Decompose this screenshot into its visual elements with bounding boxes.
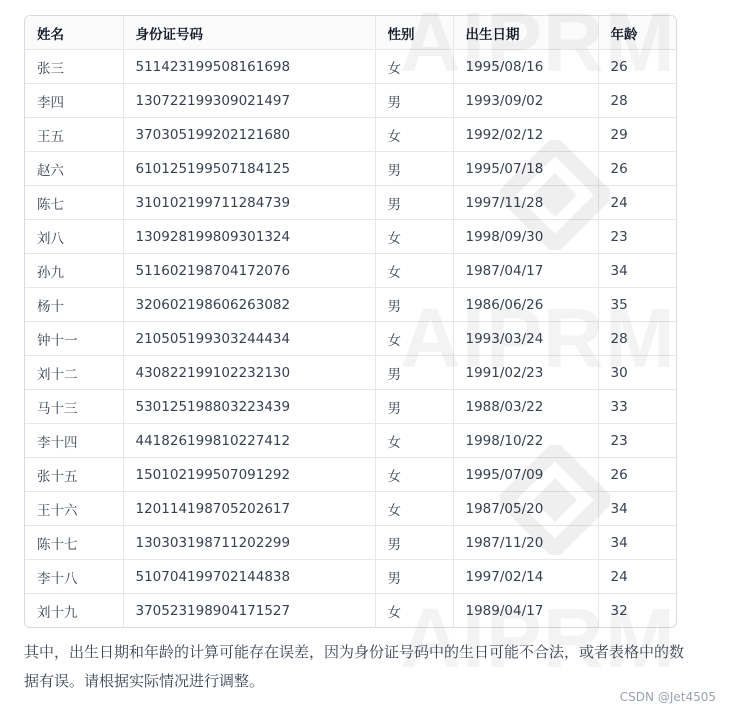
table-row bbox=[25, 492, 676, 526]
cell-id-number: 430822199102232130 bbox=[123, 356, 375, 390]
cell-name: 李十八 bbox=[25, 560, 123, 594]
cell-name: 赵六 bbox=[25, 152, 123, 186]
id-info-table bbox=[25, 16, 676, 627]
cell-birth-date: 1995/07/18 bbox=[453, 152, 598, 186]
cell-id-number: 120114198705202617 bbox=[123, 492, 375, 526]
cell-gender: 女 bbox=[375, 254, 453, 288]
cell-name: 陈十七 bbox=[25, 526, 123, 560]
cell-birth-date: 1986/06/26 bbox=[453, 288, 598, 322]
table-row bbox=[25, 254, 676, 288]
source-credit: CSDN @Jet4505 bbox=[619, 690, 716, 704]
cell-name: 王五 bbox=[25, 118, 123, 152]
cell-id-number: 610125199507184125 bbox=[123, 152, 375, 186]
cell-birth-date: 1995/08/16 bbox=[453, 50, 598, 84]
cell-gender: 男 bbox=[375, 526, 453, 560]
cell-name: 钟十一 bbox=[25, 322, 123, 356]
cell-id-number: 510704199702144838 bbox=[123, 560, 375, 594]
cell-gender: 男 bbox=[375, 560, 453, 594]
cell-id-number: 320602198606263082 bbox=[123, 288, 375, 322]
table-row bbox=[25, 390, 676, 424]
cell-birth-date: 1995/07/09 bbox=[453, 458, 598, 492]
explanation-note: 其中，出生日期和年龄的计算可能存在误差，因为身份证号码中的生日可能不合法，或者表格中的数据有误。请根据实际情况进行调整。 bbox=[24, 643, 685, 690]
cell-name: 张十五 bbox=[25, 458, 123, 492]
cell-age: 23 bbox=[598, 220, 676, 254]
cell-gender: 女 bbox=[375, 220, 453, 254]
cell-gender: 女 bbox=[375, 424, 453, 458]
cell-name: 杨十 bbox=[25, 288, 123, 322]
cell-gender: 女 bbox=[375, 50, 453, 84]
cell-birth-date: 1993/09/02 bbox=[453, 84, 598, 118]
cell-age: 26 bbox=[598, 458, 676, 492]
cell-id-number: 210505199303244434 bbox=[123, 322, 375, 356]
cell-age: 26 bbox=[598, 50, 676, 84]
table-row bbox=[25, 288, 676, 322]
header-name: 姓名 bbox=[25, 16, 123, 50]
header-gender: 性别 bbox=[375, 16, 453, 50]
cell-age: 32 bbox=[610, 602, 628, 619]
cell-id-number: 370305199202121680 bbox=[123, 118, 375, 152]
table-row bbox=[25, 356, 676, 390]
header-birth-date: 出生日期 bbox=[453, 16, 598, 50]
cell-birth-date: 1987/11/20 bbox=[453, 526, 598, 560]
cell-gender: 女 bbox=[375, 594, 453, 628]
table-row bbox=[25, 186, 676, 220]
cell-age: 33 bbox=[598, 390, 676, 424]
cell-id-number: 511602198704172076 bbox=[123, 254, 375, 288]
cell-age: 26 bbox=[598, 152, 676, 186]
cell-name: 张三 bbox=[25, 50, 123, 84]
table-header-row bbox=[25, 16, 676, 50]
cell-id-number: 441826199810227412 bbox=[123, 424, 375, 458]
cell-name: 陈七 bbox=[25, 186, 123, 220]
table-row bbox=[25, 560, 676, 594]
cell-id-number: 130303198711202299 bbox=[123, 526, 375, 560]
cell-age: 35 bbox=[598, 288, 676, 322]
table-row bbox=[25, 220, 676, 254]
cell-gender: 男 bbox=[375, 390, 453, 424]
table-row bbox=[25, 50, 676, 84]
cell-id-number: 310102199711284739 bbox=[123, 186, 375, 220]
cell-gender: 男 bbox=[375, 186, 453, 220]
table-row bbox=[25, 526, 676, 560]
cell-age: 23 bbox=[598, 424, 676, 458]
cell-id-number: 511423199508161698 bbox=[123, 50, 375, 84]
table-row bbox=[25, 594, 676, 628]
cell-birth-date: 1988/03/22 bbox=[453, 390, 598, 424]
cell-birth-date: 1989/04/17 bbox=[453, 594, 598, 628]
header-age: 年龄 bbox=[598, 16, 676, 50]
cell-gender: 女 bbox=[375, 492, 453, 526]
data-table-container bbox=[24, 15, 677, 628]
cell-birth-date: 1987/05/20 bbox=[453, 492, 598, 526]
cell-age: 24 bbox=[598, 560, 676, 594]
table-body bbox=[25, 50, 676, 628]
cell-birth-date: 1997/02/14 bbox=[453, 560, 598, 594]
cell-gender: 男 bbox=[375, 288, 453, 322]
cell-age: 24 bbox=[598, 186, 676, 220]
cell-birth-date: 1998/10/22 bbox=[453, 424, 598, 458]
cell-birth-date: 1992/02/12 bbox=[453, 118, 598, 152]
table-row bbox=[25, 322, 676, 356]
table-row bbox=[25, 84, 676, 118]
cell-birth-date: 1997/11/28 bbox=[453, 186, 598, 220]
cell-birth-date: 1987/04/17 bbox=[453, 254, 598, 288]
cell-id-number: 130722199309021497 bbox=[123, 84, 375, 118]
cell-name: 王十六 bbox=[25, 492, 123, 526]
cell-gender: 女 bbox=[375, 322, 453, 356]
cell-name: 马十三 bbox=[25, 390, 123, 424]
cell-birth-date: 1998/09/30 bbox=[453, 220, 598, 254]
table-row bbox=[25, 118, 676, 152]
cell-name: 孙九 bbox=[25, 254, 123, 288]
table-row bbox=[25, 152, 676, 186]
cell-name: 李四 bbox=[25, 84, 123, 118]
cell-id-number: 150102199507091292 bbox=[123, 458, 375, 492]
cell-name: 刘十二 bbox=[25, 356, 123, 390]
cell-id-number: 130928199809301324 bbox=[123, 220, 375, 254]
cell-age: 28 bbox=[598, 84, 676, 118]
cell-gender: 男 bbox=[375, 356, 453, 390]
cell-id-number: 530125198803223439 bbox=[123, 390, 375, 424]
cell-name: 刘八 bbox=[25, 220, 123, 254]
cell-gender: 女 bbox=[375, 458, 453, 492]
cell-gender: 女 bbox=[375, 118, 453, 152]
table-row bbox=[25, 424, 676, 458]
cell-age: 29 bbox=[598, 118, 676, 152]
cell-birth-date: 1991/02/23 bbox=[453, 356, 598, 390]
cell-age: 34 bbox=[598, 254, 676, 288]
cell-age: 34 bbox=[598, 526, 676, 560]
header-id-number: 身份证号码 bbox=[123, 16, 375, 50]
cell-age: 30 bbox=[598, 356, 676, 390]
table-row bbox=[25, 458, 676, 492]
cell-id-number: 370523198904171527 bbox=[123, 594, 375, 628]
cell-age: 34 bbox=[598, 492, 676, 526]
cell-birth-date: 1993/03/24 bbox=[453, 322, 598, 356]
cell-name: 李十四 bbox=[25, 424, 123, 458]
cell-gender: 男 bbox=[375, 152, 453, 186]
cell-age: 28 bbox=[598, 322, 676, 356]
cell-name: 刘十九 bbox=[25, 594, 123, 628]
cell-gender: 男 bbox=[375, 84, 453, 118]
